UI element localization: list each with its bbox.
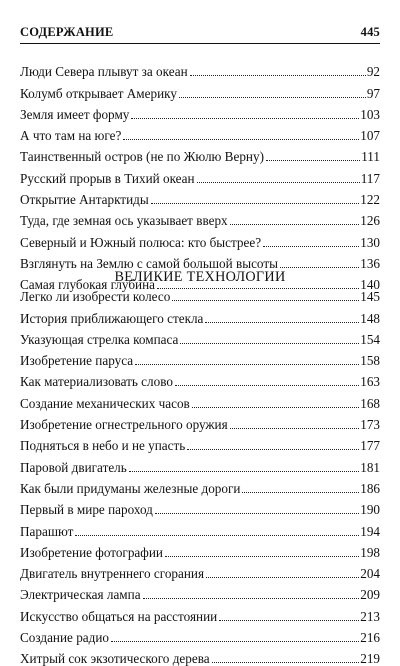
dot-leader	[180, 343, 359, 344]
toc-entry-page: 173	[360, 417, 380, 433]
toc-entry-page: 177	[360, 438, 380, 454]
toc-entry-page: 154	[360, 331, 380, 347]
toc-entry	[20, 389, 380, 410]
toc-entry-title: Самая глубокая глубина	[20, 277, 156, 293]
running-header	[20, 20, 380, 44]
toc-entry	[20, 143, 380, 164]
toc-entry-title: Люди Севера плывут за океан	[20, 64, 188, 80]
toc-entry	[20, 475, 380, 496]
dot-leader	[175, 385, 359, 386]
toc-entry-page: 92	[366, 64, 380, 80]
dot-leader	[266, 160, 360, 161]
toc-entry	[20, 581, 380, 602]
toc-entry	[20, 602, 380, 623]
dot-leader	[111, 641, 359, 642]
toc-entry-page: 97	[366, 85, 380, 101]
dot-leader	[197, 182, 360, 183]
toc-entry-page: 126	[360, 213, 380, 229]
toc-entry-page: 190	[360, 502, 380, 518]
toc-entry-title: Земля имеет форму	[20, 106, 130, 122]
toc-entry-page: 219	[360, 651, 380, 666]
toc-entry-page: 204	[360, 566, 380, 582]
toc-entry-page: 209	[360, 587, 380, 603]
toc-entry-title: Хитрый сок экзотического дерева	[20, 651, 210, 666]
toc-entry-title: Взглянуть на Землю с самой большой высоты	[20, 255, 278, 271]
dot-leader	[219, 620, 359, 621]
toc-entry-page: 213	[360, 608, 380, 624]
running-header-title: СОДЕРЖАНИЕ	[20, 25, 114, 39]
toc-entry-title: Создание радио	[20, 630, 109, 646]
toc-entry	[20, 228, 380, 249]
section-heading: ВЕЛИКИЕ ТЕХНОЛОГИИ	[114, 269, 286, 285]
toc-entry-title: История приближающего стекла	[20, 310, 204, 326]
toc-entry-title: Создание механических часов	[20, 395, 190, 411]
toc-entry	[20, 432, 380, 453]
toc-entry	[20, 496, 380, 517]
toc-entry-title: Указующая стрелка компаса	[20, 331, 179, 347]
dot-leader	[123, 139, 359, 140]
dot-leader	[143, 598, 360, 599]
dot-leader	[135, 364, 359, 365]
toc-entry-title: Искусство общаться на расстоянии	[20, 608, 218, 624]
toc-entry-page: 181	[360, 459, 380, 475]
toc-entry-title: Изобретение огнестрельного оружия	[20, 417, 228, 433]
toc-entry	[20, 347, 380, 368]
dot-leader	[263, 246, 359, 247]
toc-entry	[20, 539, 380, 560]
toc-entry-title: Как были придуманы железные дороги	[20, 480, 241, 496]
toc-list-section2	[20, 283, 380, 666]
toc-entry-page: 145	[360, 289, 380, 305]
toc-entry	[20, 164, 380, 185]
toc-entry-title: А что там на юге?	[20, 128, 122, 144]
dot-leader	[75, 535, 359, 536]
toc-entry-page: 136	[360, 255, 380, 271]
toc-entry	[20, 560, 380, 581]
toc-entry	[20, 326, 380, 347]
toc-list-section1	[20, 58, 380, 292]
toc-entry-title: Изобретение фотографии	[20, 544, 163, 560]
toc-entry	[20, 411, 380, 432]
dot-leader	[206, 577, 359, 578]
dot-leader	[242, 492, 359, 493]
dot-leader	[131, 118, 359, 119]
toc-entry-title: Открытие Антарктиды	[20, 192, 149, 208]
toc-entry-page: 168	[360, 395, 380, 411]
toc-entry-page: 103	[360, 106, 380, 122]
dot-leader	[205, 322, 359, 323]
toc-entry-title: Подняться в небо и не упасть	[20, 438, 186, 454]
dot-leader	[179, 97, 366, 98]
dot-leader	[165, 556, 359, 557]
toc-entry-page: 122	[360, 192, 380, 208]
dot-leader	[172, 300, 359, 301]
toc-entry-title: Северный и Южный полюса: кто быстрее?	[20, 234, 262, 250]
toc-entry-title: Изобретение паруса	[20, 353, 134, 369]
toc-entry	[20, 186, 380, 207]
toc-entry-page: 216	[360, 630, 380, 646]
toc-entry	[20, 368, 380, 389]
toc-entry-title: Легко ли изобрести колесо	[20, 289, 171, 305]
toc-entry	[20, 517, 380, 538]
toc-entry-page: 158	[360, 353, 380, 369]
dot-leader	[190, 75, 366, 76]
toc-entry-page: 140	[360, 277, 380, 293]
dot-leader	[129, 471, 359, 472]
page-number: 445	[360, 25, 380, 39]
dot-leader	[230, 224, 360, 225]
toc-entry	[20, 101, 380, 122]
toc-entry	[20, 304, 380, 325]
toc-entry-title: Таинственный остров (не по Жюлю Верну)	[20, 149, 264, 165]
toc-entry-page: 148	[360, 310, 380, 326]
toc-entry-title: Паровой двигатель	[20, 459, 127, 475]
dot-leader	[151, 203, 360, 204]
dot-leader	[192, 407, 359, 408]
dot-leader	[155, 513, 359, 514]
toc-entry-page: 194	[360, 523, 380, 539]
dot-leader	[212, 662, 360, 663]
toc-entry	[20, 624, 380, 645]
toc-entry	[20, 453, 380, 474]
dot-leader	[230, 428, 360, 429]
dot-leader	[187, 449, 359, 450]
toc-entry	[20, 79, 380, 100]
toc-entry-title: Колумб открывает Америку	[20, 85, 177, 101]
toc-entry-title: Парашют	[20, 523, 74, 539]
toc-entry	[20, 283, 380, 304]
toc-entry-title: Русский прорыв в Тихий океан	[20, 170, 195, 186]
toc-entry-page: 107	[360, 128, 380, 144]
toc-entry-page: 111	[361, 149, 380, 165]
toc-entry-page: 130	[360, 234, 380, 250]
toc-entry-page: 117	[360, 170, 380, 186]
toc-entry-title: Двигатель внутреннего сгорания	[20, 566, 205, 582]
toc-entry-page: 186	[360, 480, 380, 496]
toc-entry-title: Электрическая лампа	[20, 587, 141, 603]
toc-entry-title: Как материализовать слово	[20, 374, 173, 390]
toc-entry-page: 198	[360, 544, 380, 560]
toc-entry	[20, 645, 380, 666]
toc-entry	[20, 207, 380, 228]
toc-entry-page: 163	[360, 374, 380, 390]
toc-entry-title: Туда, где земная ось указывает вверх	[20, 213, 228, 229]
toc-entry	[20, 58, 380, 79]
toc-entry-title: Первый в мире пароход	[20, 502, 153, 518]
toc-entry	[20, 122, 380, 143]
